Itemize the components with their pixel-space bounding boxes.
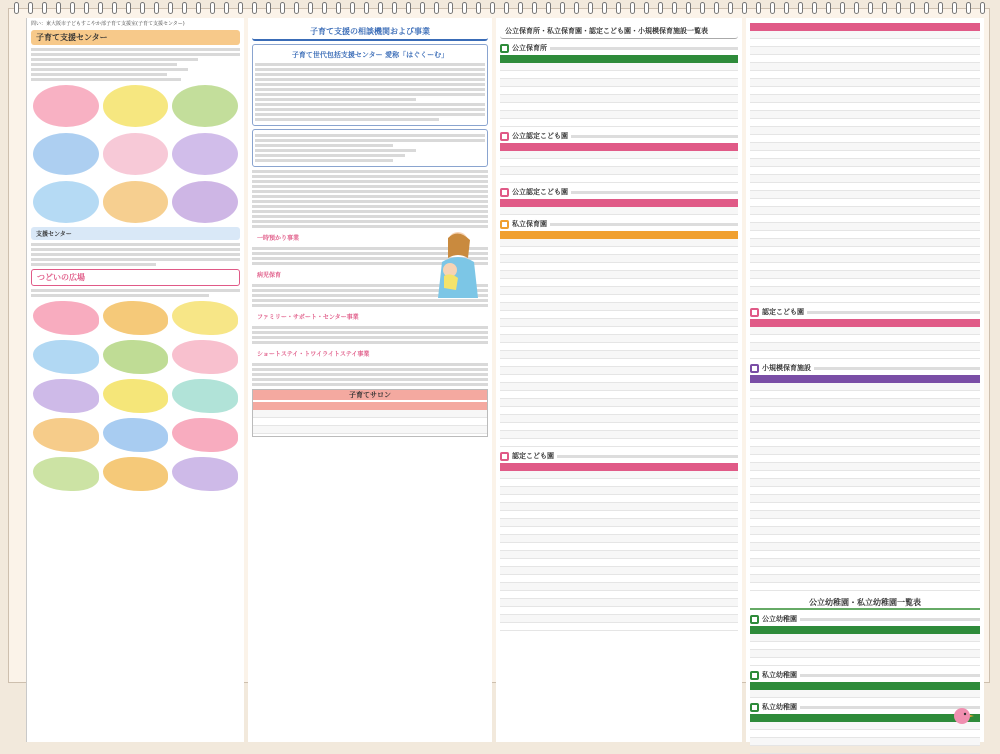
binding-ring <box>420 2 425 14</box>
binding-ring <box>826 2 831 14</box>
tsudoi-flowers <box>33 301 238 491</box>
binding-ring <box>630 2 635 14</box>
column-nursery-list <box>496 18 742 742</box>
binding-ring <box>364 2 369 14</box>
binding-ring <box>546 2 551 14</box>
section-ichiji: 一時預かり事業 <box>257 235 300 242</box>
binding-ring <box>434 2 439 14</box>
binding-ring <box>14 2 19 14</box>
tsudoi-intro <box>31 289 240 297</box>
consult-box <box>252 129 488 167</box>
section-family-support: ファミリー・サポート・センター事業 <box>257 314 359 321</box>
salon-title: 子育てサロン <box>253 390 487 400</box>
body-text-a <box>252 170 488 228</box>
table-kodomoen <box>500 463 738 631</box>
binding-ring <box>196 2 201 14</box>
table-public-kodomoen-2 <box>500 199 738 215</box>
column-kindergarten <box>746 18 984 742</box>
consultation-header: 子育て支援の相談機関および事業 <box>252 24 488 41</box>
binding-ring <box>98 2 103 14</box>
binding-ring <box>980 2 985 14</box>
binding-ring <box>756 2 761 14</box>
binding-ring <box>840 2 845 14</box>
binding-ring <box>798 2 803 14</box>
binding-ring <box>854 2 859 14</box>
binding-ring <box>462 2 467 14</box>
binding-ring <box>28 2 33 14</box>
binding-ring <box>476 2 481 14</box>
binding-ring <box>910 2 915 14</box>
binding-ring <box>770 2 775 14</box>
column-consultation <box>248 18 492 742</box>
binding-ring <box>742 2 747 14</box>
binding-ring <box>322 2 327 14</box>
binding-ring <box>658 2 663 14</box>
hagukumu-title: 子育て世代包括支援センター 愛称「はぐくーむ」 <box>291 51 449 59</box>
c4-table2-title: 小規模保育施設 <box>762 364 811 372</box>
binding-ring <box>728 2 733 14</box>
binding-ring <box>42 2 47 14</box>
binding-ring <box>280 2 285 14</box>
binding-ring <box>154 2 159 14</box>
binding-ring <box>252 2 257 14</box>
kindergarten-header: 公立幼稚園・私立幼稚園一覧表 <box>750 597 980 610</box>
table-private-kindergarten <box>750 682 980 698</box>
table1-title: 公立保育所 <box>512 44 547 52</box>
table-public-kindergarten <box>750 626 980 666</box>
hagukumu-box <box>252 44 488 126</box>
binding-ring <box>966 2 971 14</box>
binding-ring <box>238 2 243 14</box>
binding-ring <box>266 2 271 14</box>
table4-title: 私立保育園 <box>512 220 547 228</box>
binding-ring <box>210 2 215 14</box>
binding-ring <box>952 2 957 14</box>
binding-ring <box>490 2 495 14</box>
section-support-center: 子育て支援センター <box>31 30 240 45</box>
section-short-stay: ショートステイ・トワイライトステイ事業 <box>257 351 370 358</box>
binding-ring <box>56 2 61 14</box>
binding-ring <box>448 2 453 14</box>
binding-ring <box>574 2 579 14</box>
binding-ring <box>560 2 565 14</box>
column-support-center <box>26 18 244 742</box>
binding-ring <box>294 2 299 14</box>
binding-ring <box>896 2 901 14</box>
schedule-text <box>31 243 240 266</box>
binding-ring <box>350 2 355 14</box>
binding-ring <box>714 2 719 14</box>
service-list <box>31 63 240 81</box>
intro-text <box>31 48 240 61</box>
binding-ring <box>126 2 131 14</box>
binding-ring <box>686 2 691 14</box>
binding-ring <box>588 2 593 14</box>
binding-ring <box>868 2 873 14</box>
binding-ring <box>70 2 75 14</box>
bird-icon <box>950 704 974 726</box>
table3-title: 公立認定こども園 <box>512 188 568 196</box>
salon-table <box>252 389 488 437</box>
binding-ring <box>518 2 523 14</box>
top-note: 問い：東大阪市子どもすこやか部子育て支援室(子育て支援センター) <box>31 21 185 27</box>
binding-ring <box>182 2 187 14</box>
binding-ring <box>700 2 705 14</box>
binding-ring <box>406 2 411 14</box>
table-kodomoen-cont <box>750 23 980 303</box>
support-center-circles <box>33 85 238 223</box>
c4-table1-title: 認定こども園 <box>762 308 804 316</box>
binding-ring <box>392 2 397 14</box>
binding-ring <box>140 2 145 14</box>
table-private-nursery <box>500 231 738 447</box>
table2-title: 公立認定こども園 <box>512 132 568 140</box>
mother-child-illustration <box>428 228 484 298</box>
binding-ring <box>784 2 789 14</box>
binding-ring <box>672 2 677 14</box>
binding-ring <box>938 2 943 14</box>
binding-ring <box>112 2 117 14</box>
binding-ring <box>224 2 229 14</box>
table-small-scale <box>750 375 980 591</box>
table-private-kindergarten-2 <box>750 714 980 754</box>
binding-ring <box>84 2 89 14</box>
binding-ring <box>644 2 649 14</box>
section-tsudoi: つどいの広場 <box>31 269 240 286</box>
binding-ring <box>336 2 341 14</box>
binding-ring <box>616 2 621 14</box>
section-byoji: 病児保育 <box>257 272 282 279</box>
binding-ring <box>168 2 173 14</box>
table-public-kodomoen <box>500 143 738 183</box>
binding-ring <box>378 2 383 14</box>
c4-table4-title: 私立幼稚園 <box>762 671 797 679</box>
c4-table3-title: 公立幼稚園 <box>762 615 797 623</box>
table-kodomoen-b <box>750 319 980 359</box>
table5-title: 認定こども園 <box>512 452 554 460</box>
binding-ring <box>602 2 607 14</box>
binding-ring <box>882 2 887 14</box>
binding-ring <box>532 2 537 14</box>
binding-ring <box>308 2 313 14</box>
nursery-header: 公立保育所・私立保育園・認定こども園・小規模保育施設一覧表 <box>500 24 738 39</box>
table-public-nursery <box>500 55 738 127</box>
binding-ring <box>504 2 509 14</box>
binding-rings <box>14 2 986 16</box>
binding-ring <box>924 2 929 14</box>
c4-table5-title: 私立幼稚園 <box>762 703 797 711</box>
schedule-label: 支援センター <box>31 227 240 240</box>
binding-ring <box>812 2 817 14</box>
